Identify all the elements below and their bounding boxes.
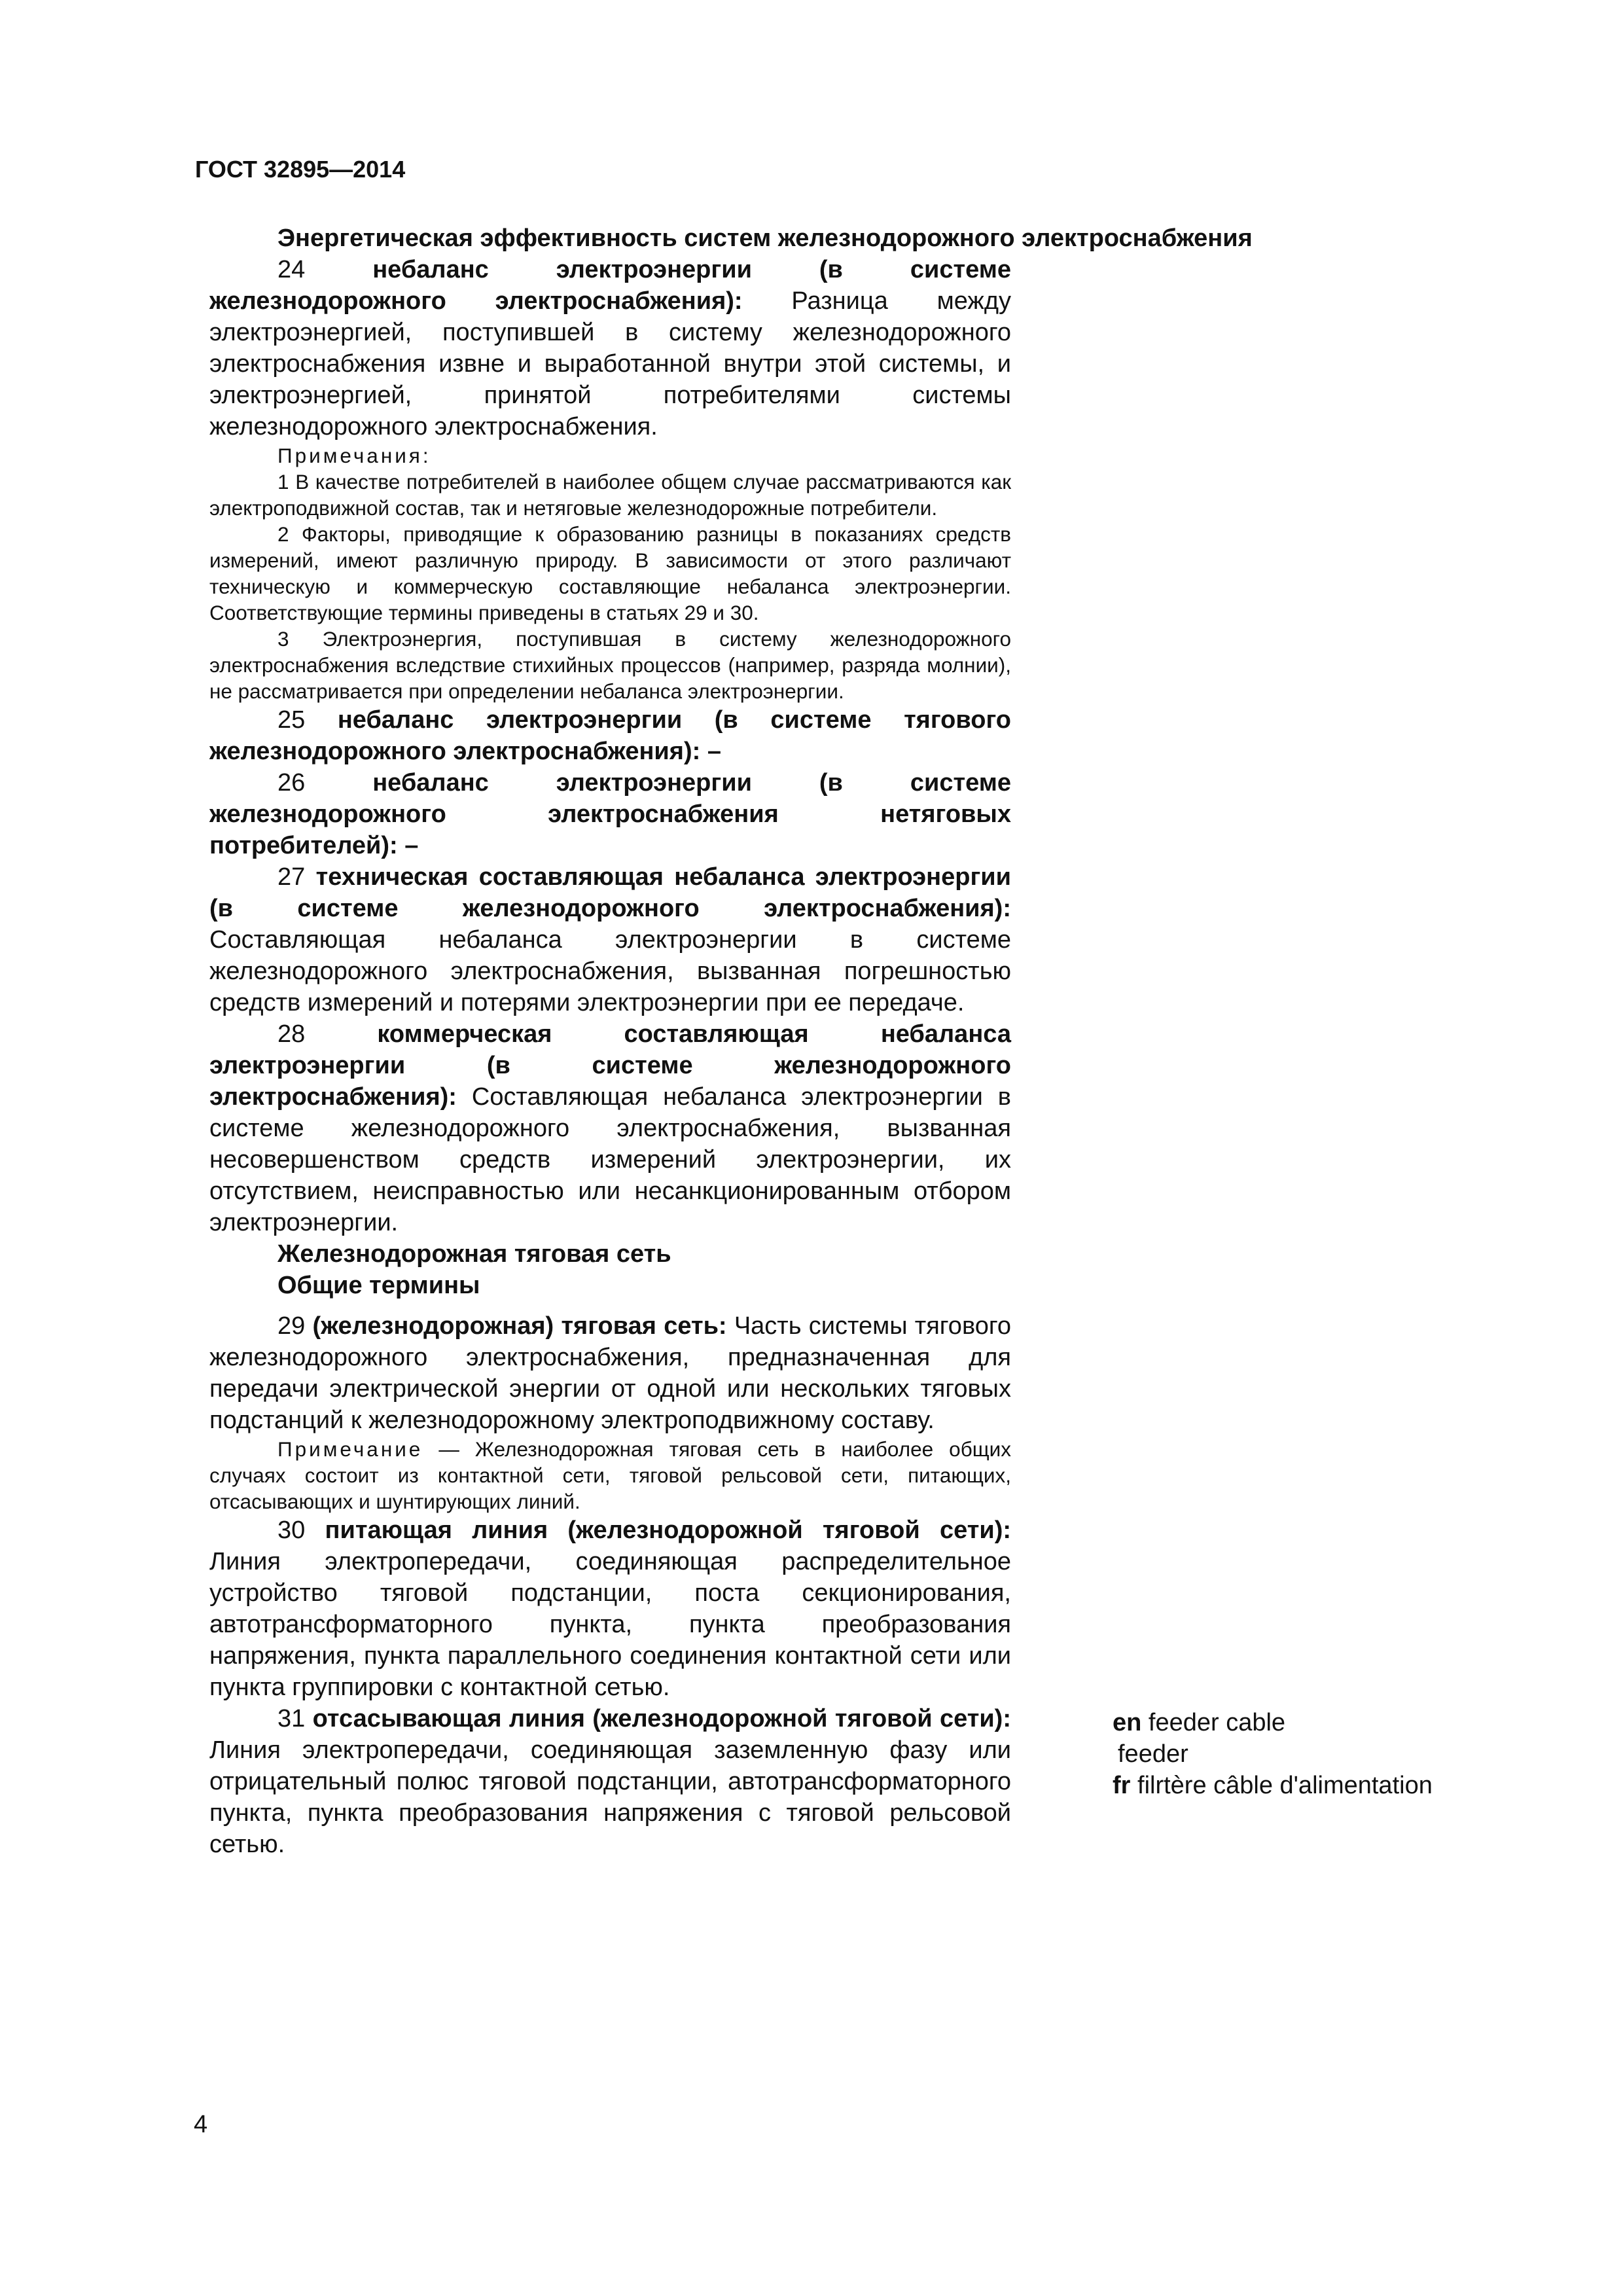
term-definition: Часть системы тягового железнодорожного электроснабжения, предназначенная для передачи электрической энергии от одной или нескольких тяговых подстанций к железнодорожному электроподвижному составу. — [209, 1312, 1011, 1434]
note-2: 2 Факторы, приводящие к образованию разницы в показаниях средств измерений, имеют различную природу. В зависимости от этого различают техническую и коммерческую составляющие небаланса электроэнергии. Соответствующие термины приведены в статьях 29 и 30. — [209, 522, 1011, 624]
term-number: 29 — [277, 1312, 313, 1340]
term-24 — [209, 254, 1011, 442]
term-number: 25 — [277, 706, 338, 734]
french-term: filrtère câble d'alimentation — [1130, 1772, 1433, 1799]
term-name: отсасывающая линия (железнодорожной тяговой сети): — [312, 1705, 1011, 1732]
term-name: техническая составляющая небаланса электроэнергии (в системе железнодорожного электроснабжения): — [209, 863, 1011, 922]
term-27 — [209, 861, 1011, 1018]
term-26 — [209, 767, 1011, 861]
term-definition: Линия электропередачи, соединяющая распределительное устройство тяговой подстанции, поста секционирования, автотрансформаторного пункта, пункта преобразования напряжения, пункта параллельного соединения контактной сети или пункта группировки с контактной сетью. — [209, 1548, 1011, 1701]
section-2-subtitle: Общие термины — [277, 1272, 480, 1299]
standard-header: ГОСТ 32895—2014 — [195, 156, 406, 183]
section-2-title: Железнодорожная тяговая сеть — [277, 1240, 671, 1268]
term-definition: Составляющая небаланса электроэнергии в системе железнодорожного электроснабжения, вызванная погрешностью средств измерений и потерями электроэнергии при ее передаче. — [209, 926, 1011, 1016]
note-label: Примечание — [277, 1437, 423, 1461]
term-definition: Линия электропередачи, соединяющая заземленную фазу или отрицательный полюс тяговой подстанции, автотрансформаторного пункта, пункта преобразования напряжения с тяговой рельсовой сетью. — [209, 1736, 1011, 1858]
term-definition: Составляющая небаланса электроэнергии в системе железнодорожного электроснабжения, вызванная несовершенством средств измерений электроэнергии, их отсутствием, неисправностью или несанкционированным отбором электроэнергии. — [209, 1083, 1011, 1236]
notes-title: Примечания: — [277, 444, 431, 467]
term-31 — [209, 1703, 1011, 1860]
term-30-equivalents — [1113, 1707, 1433, 1801]
term-number: 26 — [277, 769, 373, 797]
spacer — [209, 1301, 1011, 1310]
term-name: небаланс электроэнергии (в системе тягового железнодорожного электроснабжения): – — [209, 706, 1011, 765]
term-25 — [209, 704, 1011, 767]
lang-code-en: en — [1113, 1709, 1142, 1736]
page-number: 4 — [194, 2111, 208, 2138]
note-29 — [209, 1436, 1011, 1515]
section-title: Энергетическая эффективность систем железнодорожного электроснабжения — [277, 224, 1253, 252]
term-number: 24 — [277, 256, 373, 283]
english-term: feeder cable — [1141, 1709, 1286, 1736]
term-28 — [209, 1018, 1011, 1238]
term-30 — [209, 1515, 1011, 1703]
term-name: (железнодорожная) тяговая сеть: — [312, 1312, 727, 1340]
note-1: 1 В качестве потребителей в наиболее общем случае рассматриваются как электроподвижной состав, так и нетяговые железнодорожные потребители. — [209, 470, 1011, 520]
term-number: 28 — [277, 1020, 378, 1048]
term-name: коммерческая составляющая небаланса электроэнергии (в системе железнодорожного электроснабжения): — [209, 1020, 1011, 1111]
lang-code-fr: fr — [1113, 1772, 1131, 1799]
english-equivalent — [1113, 1707, 1433, 1738]
term-name: питающая линия (железнодорожной тяговой сети): — [325, 1516, 1012, 1544]
note-text: — Железнодорожная тяговая сеть в наиболее общих случаях состоит из контактной сети, тяговой рельсовой сети, питающих, отсасывающих и шунтирующих линий. — [209, 1437, 1011, 1513]
term-name: небаланс электроэнергии (в системе железнодорожного электроснабжения): — [209, 256, 1011, 315]
term-number: 30 — [277, 1516, 325, 1544]
term-number: 31 — [277, 1705, 313, 1732]
term-name: небаланс электроэнергии (в системе железнодорожного электроснабжения нетяговых потребителей): – — [209, 769, 1011, 859]
note-3: 3 Электроэнергия, поступившая в систему железнодорожного электроснабжения вследствие стихийных процессов (например, разряда молнии), не рассматривается при определении небаланса электроэнергии. — [209, 627, 1011, 703]
french-equivalent — [1113, 1770, 1433, 1801]
english-equivalent-2: feeder — [1118, 1740, 1188, 1768]
term-definition: Разница между электроэнергией, поступившей в систему железнодорожного электроснабжения извне и выработанной внутри этой системы, и электроэнергией, принятой потребителями системы железнодорожного электроснабжения. — [209, 287, 1011, 440]
term-29 — [209, 1310, 1011, 1436]
term-number: 27 — [277, 863, 316, 891]
